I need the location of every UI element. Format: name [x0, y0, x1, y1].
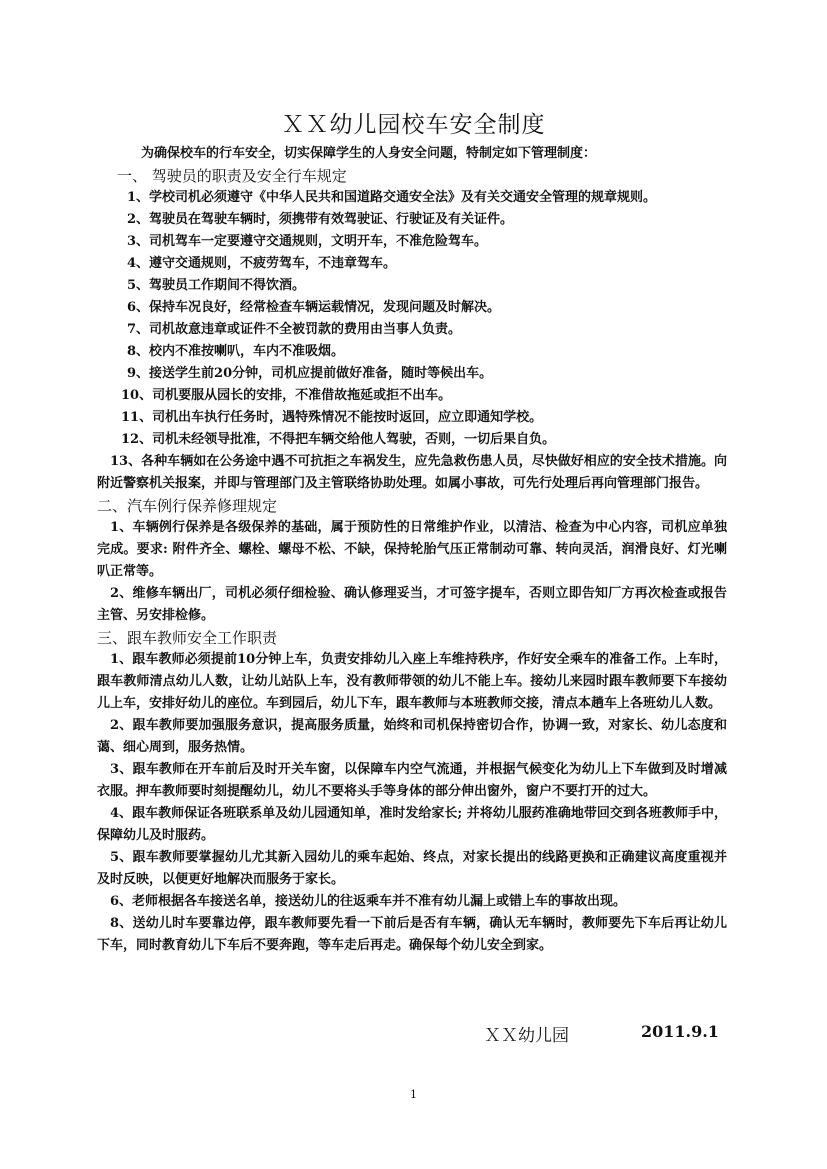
section-1-item-8: 8、校内不准按喇叭，车内不准吸烟。 [127, 344, 345, 359]
section-1-item-3: 3、司机驾车一定要遵守交通规则，文明开车，不准危险驾车。 [127, 234, 488, 249]
section-1-item-1: 1、学校司机必须遵守《中华人民共和国道路交通安全法》及有关交通安全管理的规章规则。 [127, 190, 657, 205]
section-3-item-5: 5、跟车教师要掌握幼儿尤其新入园幼儿的乘车起始、终点，对家长提出的线路更换和正确建议高度重视并及时反映，以便更好地解决而服务于家长。 [97, 850, 727, 887]
signature-date: 2011.9.1 [641, 1022, 719, 1041]
section-1-item-4: 4、遵守交通规则，不疲劳驾车，不违章驾车。 [127, 256, 397, 271]
section-1-heading: 一、 驾驶员的职责及安全行车规定 [117, 167, 347, 185]
document-title: ＸＸ幼儿园校车安全制度 [281, 112, 546, 138]
section-2-heading: 二、汽车例行保养修理规定 [97, 497, 278, 515]
section-3-item-2: 2、跟车教师要加强服务意识，提高服务质量，始终和司机保持密切合作，协调一致，对家长、幼儿态度和蔼、细心周到，服务热情。 [97, 718, 727, 755]
section-1-item-7: 7、司机故意违章或证件不全被罚款的费用由当事人负责。 [127, 322, 462, 337]
section-1-item-11: 11、司机出车执行任务时，遇特殊情况不能按时返回，应立即通知学校。 [121, 410, 543, 425]
section-3-item-4: 4、跟车教师保证各班联系单及幼儿园通知单，准时发给家长; 并将幼儿服药准确地带回交到各班教师手中，保障幼儿及时服药。 [97, 806, 727, 843]
signature-org: ＸＸ幼儿园 [484, 1026, 569, 1046]
section-1-item-6: 6、保持车况良好，经常检查车辆运载情况，发现问题及时解决。 [127, 300, 501, 315]
section-1-item-9: 9、接送学生前20分钟，司机应提前做好准备，随时等候出车。 [127, 366, 493, 381]
section-1-item-10: 10、司机要服从园长的安排，不准借故拖延或拒不出车。 [121, 388, 452, 403]
section-2-item-1: 1、车辆例行保养是各级保养的基础，属于预防性的日常维护作业，以清洁、检查为中心内容，司机应单独完成。要求: 附件齐全、螺栓、螺母不松、不缺，保持轮胎气压正常制动可靠、转向灵活，润滑良好、灯光喇叭正常等。 [97, 520, 727, 579]
section-2-item-2: 2、维修车辆出厂，司机必须仔细检验、确认修理妥当，才可签字提车，否则立即告知厂方再次检查或报告主管、另安排检修。 [97, 586, 727, 623]
section-3-item-6: 6、老师根据各车接送名单，接送幼儿的往返乘车并不准有幼儿漏上或错上车的事故出现。 [110, 894, 627, 909]
section-3-heading: 三、跟车教师安全工作职责 [97, 629, 278, 647]
section-3-item-8: 8、送幼儿时车要靠边停，跟车教师要先看一下前后是否有车辆，确认无车辆时，教师要先下车后再让幼儿下车，同时教育幼儿下车后不要奔跑，等车走后再走。确保每个幼儿安全到家。 [97, 916, 727, 953]
document-body [97, 143, 727, 957]
section-1-item-13: 13、各种车辆如在公务途中遇不可抗拒之车祸发生，应先急救伤患人员，尽快做好相应的安全技术措施。向附近警察机关报案，并即与管理部门及主管联络协助处理。如属小事故，可先行处理后再向管理部门报告。 [97, 454, 727, 491]
page-number: 1 [410, 1088, 417, 1101]
section-3-item-1: 1、跟车教师必须提前10分钟上车，负责安排幼儿入座上车维持秩序，作好安全乘车的准备工作。上车时，跟车教师清点幼儿人数，让幼儿站队上车，没有教师带领的幼儿不能上车。接幼儿来园时跟车教师要下车接幼儿上车，安排好幼儿的座位。车到园后，幼儿下车，跟车教师与本班教师交接，清点本趟车上各班幼儿人数。 [97, 652, 727, 711]
section-3-item-3: 3、跟车教师在开车前后及时开关车窗，以保障车内空气流通，并根据气候变化为幼儿上下车做到及时增减衣服。押车教师要时刻提醒幼儿，幼儿不要将头手等身体的部分伸出窗外，窗户不要打开的过大。 [97, 762, 727, 799]
section-1-item-12: 12、司机未经领导批准，不得把车辆交给他人驾驶，否则，一切后果自负。 [121, 432, 556, 447]
intro-paragraph: 为确保校车的行车安全，切实保障学生的人身安全问题，特制定如下管理制度： [141, 146, 597, 161]
section-1-item-2: 2、驾驶员在驾驶车辆时，须携带有效驾驶证、行驶证及有关证件。 [127, 212, 514, 227]
section-1-item-5: 5、驾驶员工作期间不得饮酒。 [127, 278, 306, 293]
